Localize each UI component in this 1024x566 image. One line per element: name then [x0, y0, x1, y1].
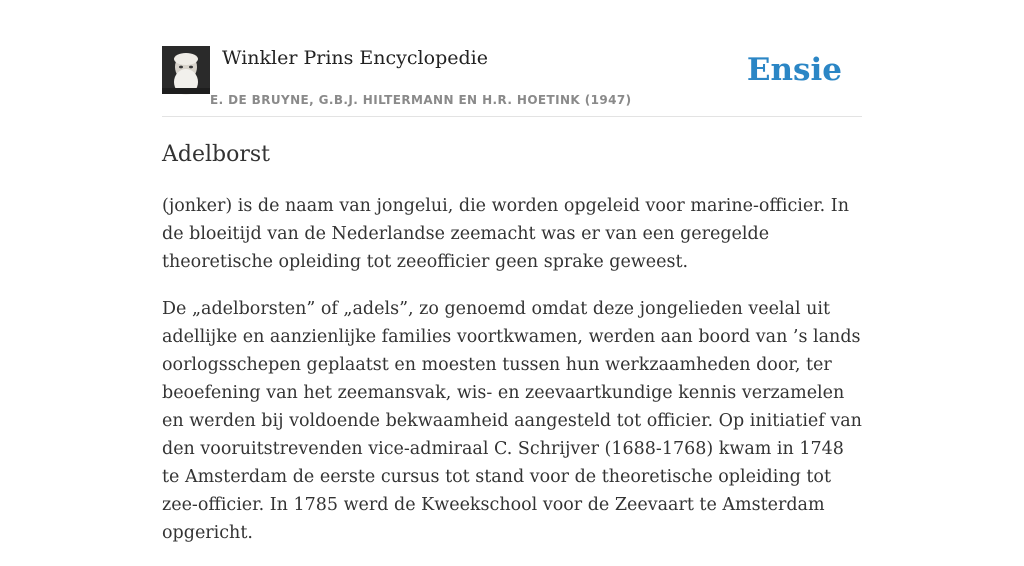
entry-paragraph: (jonker) is de naam van jongelui, die worden opgeleid voor marine-officier. In de bloeitijd van de Nederlandse zeemacht was er van een geregelde theoretische opleiding tot zeeofficier geen sprake geweest.	[162, 196, 849, 272]
entry-paragraph: De „adelborsten” of „adels”, zo genoemd omdat deze jongelieden veelal uit adellijke en aanzienlijke families voortkwamen, werden aan boord van ’s lands oorlogsschepen geplaatst en moesten tussen hun werkzaamheden door, ter beoefening van het zeemansvak, wis- en zeevaartkundige kennis verzamelen en werden bij voldoende bekwaamheid aangesteld tot officier. Op initiatief van den vooruitstrevenden vice-admiraal C. Schrijver (1688-1768) kwam in 1748 te Amsterdam de eerste cursus tot stand voor de theoretische opleiding tot zee-officier. In 1785 werd de Kweekschool voor de Zeevaart te Amsterdam opgericht.	[162, 299, 862, 543]
ensie-logo[interactable]: Ensie	[746, 52, 842, 88]
author-avatar[interactable]	[162, 46, 210, 94]
source-header	[162, 46, 862, 117]
source-authors: E. DE BRUYNE, G.B.J. HILTERMANN EN H.R. HOETINK (1947)	[210, 93, 632, 107]
portrait-avatar-icon	[162, 46, 210, 94]
entry-title: Adelborst	[162, 142, 271, 167]
source-title[interactable]: Winkler Prins Encyclopedie	[222, 47, 488, 69]
entry-body	[162, 192, 862, 566]
